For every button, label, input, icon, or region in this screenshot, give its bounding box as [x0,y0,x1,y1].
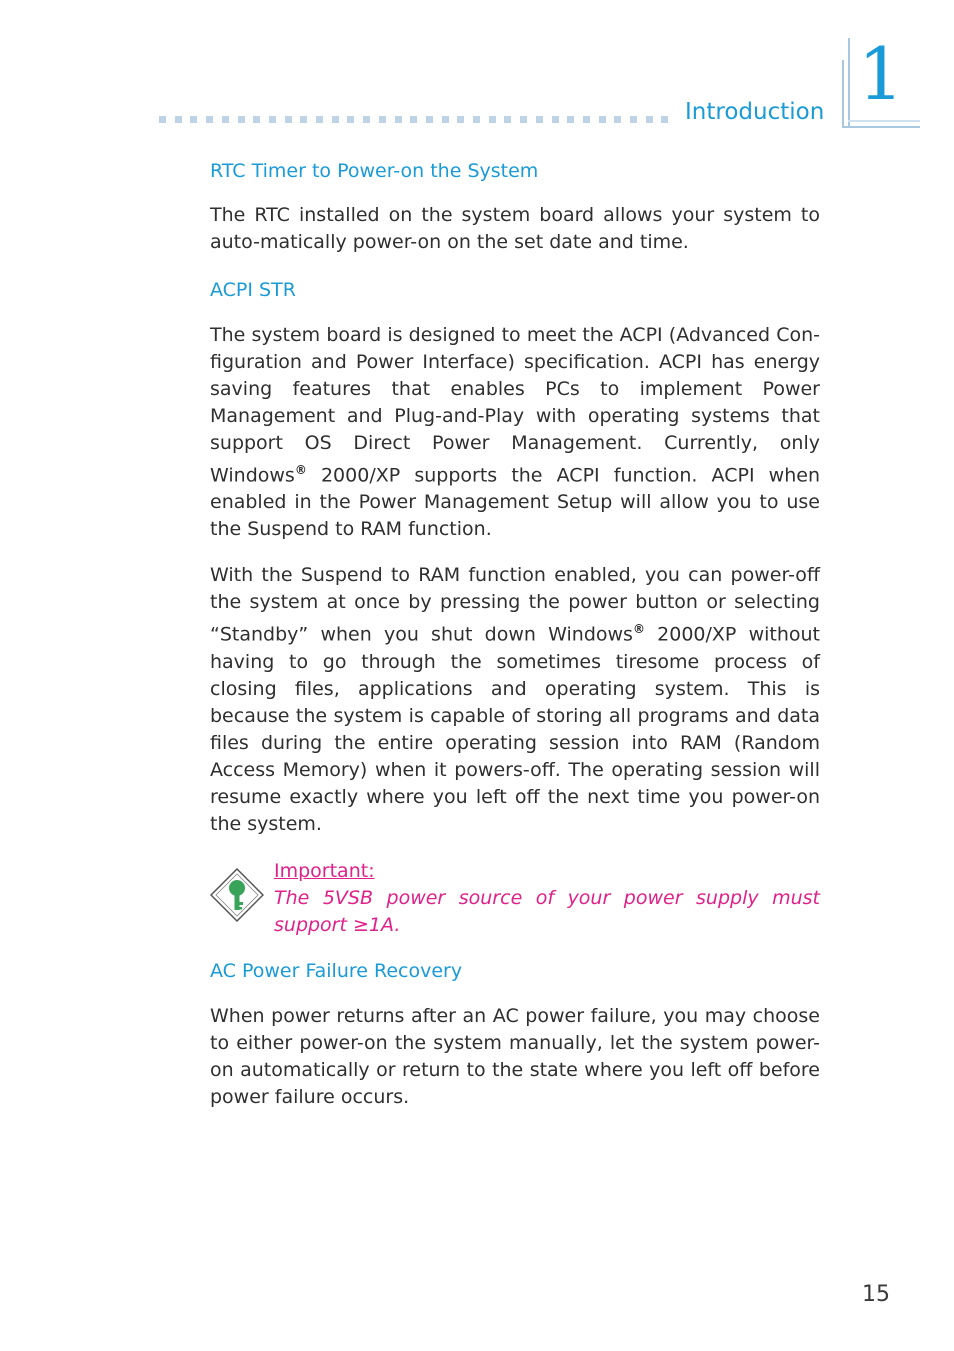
acpi-heading: ACPI STR [210,279,296,301]
important-text: The 5VSB power source of your power supply must support ≥1A. [274,886,820,936]
rule-dot [552,116,559,123]
important-label: Important: [274,859,375,882]
rule-dot [190,116,197,123]
rule-dot [489,116,496,123]
rule-dot [222,116,229,123]
rule-dot [285,116,292,123]
rule-dot [363,116,370,123]
header-dot-rule [159,116,675,124]
rule-dot [395,116,402,123]
rule-dot [253,116,260,123]
rule-dot [646,116,653,123]
acpi-paragraph-2: With the Suspend to RAM function enabled, you can power-off the system at once by pressing the power button or selecting “Standby” when you shut down Windows® 2000/XP without having to go through the sometimes tiresome process of closing files, applications and operating system. This is because the system is capable of storing all programs and data files during the entire operating session into RAM (Random Access Memory) when it powers-off. The operating session will resume exactly where you left off the next time you power-on the system. [210,564,820,835]
important-note [210,858,820,939]
rule-dot [316,116,323,123]
acpi-paragraph-1: The system board is designed to meet the ACPI (Advanced Con-figuration and Power Interface) specification. ACPI has energy saving features that enables PCs to implement Power Management and Plug-and-Play with operating systems that support OS Direct Power Management. Currently, only Windows® 2000/XP supports the ACPI function. ACPI when enabled in the Power Management Setup will allow you to use the Suspend to RAM function. [210,324,820,541]
rule-dot [426,116,433,123]
rule-dot [567,116,574,123]
rtc-paragraph: The RTC installed on the system board allows your system to auto-matically power-on on the set date and time. [210,204,820,253]
page-number: 15 [862,1282,890,1307]
rule-dot [614,116,621,123]
chapter-number: 1 [858,32,904,116]
rule-dot [206,116,213,123]
rule-dot [473,116,480,123]
rtc-heading: RTC Timer to Power-on the System [210,160,539,182]
key-diamond-icon [210,868,264,922]
ac-recovery-heading: AC Power Failure Recovery [210,959,463,982]
rule-dot [599,116,606,123]
rule-dot [238,116,245,123]
registered-mark: ® [294,463,307,477]
rule-dot [583,116,590,123]
rule-dot [410,116,417,123]
rule-dot [347,116,354,123]
rule-dot [442,116,449,123]
registered-mark: ® [632,622,645,637]
rule-dot [269,116,276,123]
rule-dot [379,116,386,123]
rule-dot [504,116,511,123]
rule-dot [630,116,637,123]
rule-dot [457,116,464,123]
rule-dot [332,116,339,123]
section-title: Introduction [685,99,825,125]
rule-dot [300,116,307,123]
rule-dot [520,116,527,123]
rule-dot [175,116,182,123]
rule-dot [536,116,543,123]
rule-dot [661,116,668,123]
page-content [210,152,820,1111]
rule-dot [159,116,166,123]
ac-recovery-paragraph: When power returns after an AC power failure, you may choose to either power-on the system manually, let the system power-on automatically or return to the state where you left off before power failure occurs. [210,1004,820,1108]
